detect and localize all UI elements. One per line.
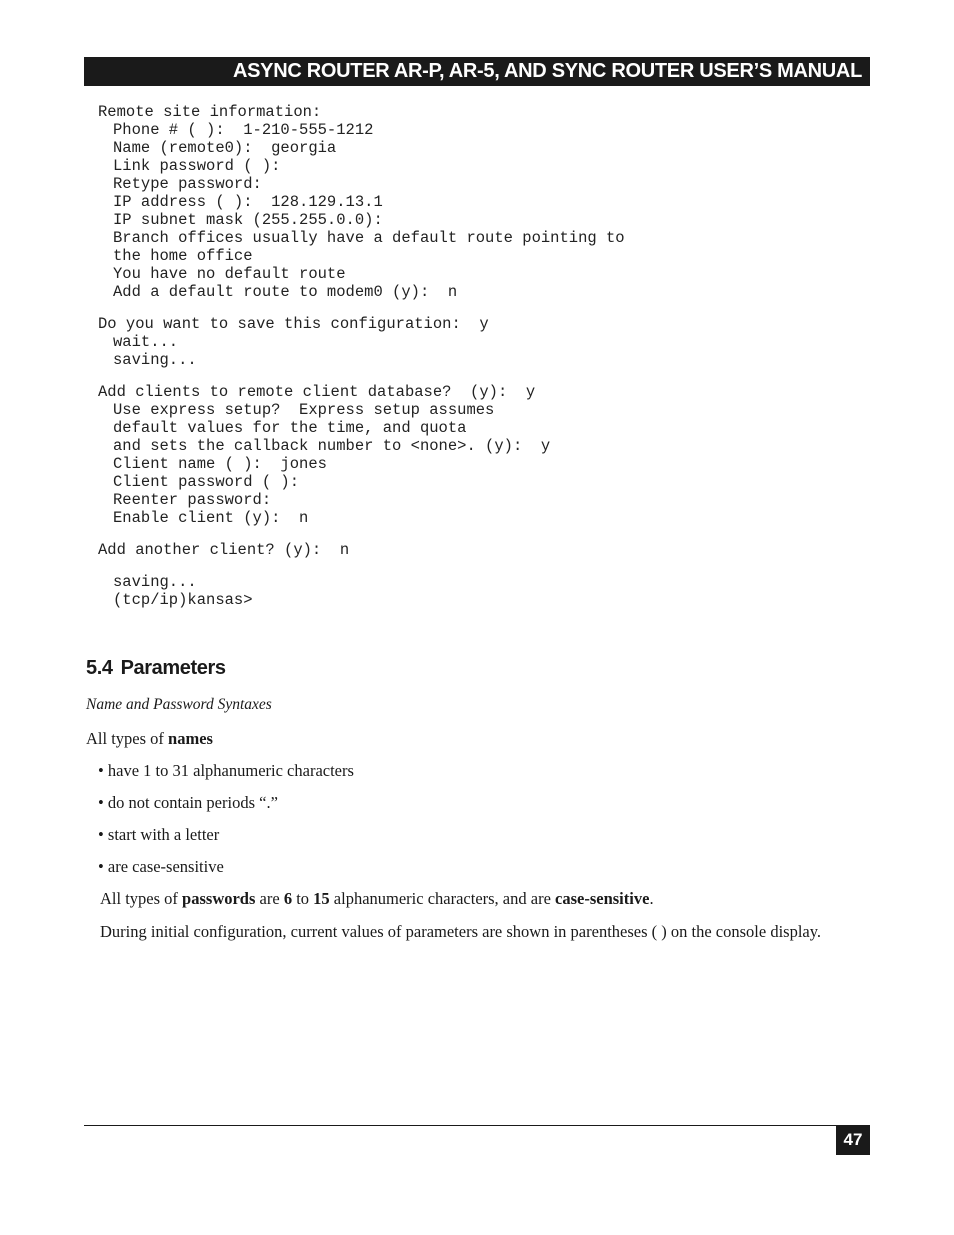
console-line: default values for the time, and quota — [113, 419, 467, 437]
manual-title: ASYNC ROUTER AR-P, AR-5, AND SYNC ROUTER USER’S MANUAL — [232, 60, 862, 82]
console-line: Reenter password: — [113, 491, 272, 509]
bullet-item: • start with a letter — [98, 825, 220, 844]
console-block — [98, 541, 625, 559]
console-line: saving... — [113, 573, 197, 591]
console-line: Phone # ( ): 1-210-555-1212 — [113, 121, 374, 139]
text: All types of — [100, 889, 183, 908]
console-block — [98, 315, 625, 369]
section-title: Parameters — [120, 657, 226, 679]
console-display-paragraph: During initial configuration, current values of parameters are shown in parentheses ( ) on the console display. — [100, 922, 822, 941]
bullet-item: • are case-sensitive — [98, 857, 224, 876]
console-line: Use express setup? Express setup assumes — [113, 401, 495, 419]
console-line: IP subnet mask (255.255.0.0): — [113, 211, 383, 229]
console-line: wait... — [113, 333, 179, 351]
console-line: saving... — [113, 351, 197, 369]
console-block — [98, 103, 625, 301]
console-line: Client name ( ): jones — [113, 455, 327, 473]
console-line: Client password ( ): — [113, 473, 300, 491]
bullet-item: • have 1 to 31 alphanumeric characters — [98, 761, 354, 780]
text: . — [649, 889, 654, 908]
section-number: 5.4 — [86, 657, 113, 679]
section-heading — [86, 657, 226, 680]
console-line: Enable client (y): n — [113, 509, 309, 527]
bold-text: case-sensitive — [555, 889, 650, 908]
bold-text: passwords — [182, 889, 256, 908]
console-line: Link password ( ): — [113, 157, 281, 175]
console-line: IP address ( ): 128.129.13.1 — [113, 193, 383, 211]
console-line: Retype password: — [113, 175, 262, 193]
console-block — [98, 573, 625, 609]
subheading: Name and Password Syntaxes — [86, 696, 272, 713]
console-line: Branch offices usually have a default route pointing to — [113, 229, 625, 247]
passwords-rule — [100, 889, 654, 909]
console-line: and sets the callback number to <none>. (y): y — [113, 437, 551, 455]
intro-text: All types of — [86, 729, 169, 748]
manual-title-bar — [84, 57, 870, 86]
console-line: Do you want to save this configuration: y — [98, 315, 489, 333]
console-line: Remote site information: — [98, 103, 322, 121]
console-line: Add a default route to modem0 (y): n — [113, 283, 458, 301]
bold-text: 6 — [283, 889, 293, 908]
console-line: Add clients to remote client database? (y): y — [98, 383, 536, 401]
console-line: the home office — [113, 247, 253, 265]
console-line: (tcp/ip)kansas> — [113, 591, 253, 609]
intro-bold: names — [168, 729, 213, 748]
text: to — [292, 889, 314, 908]
console-line: Name (remote0): georgia — [113, 139, 337, 157]
page-number: 47 — [836, 1125, 870, 1155]
bullet-item: • do not contain periods “.” — [98, 793, 278, 812]
text: alphanumeric characters, and are — [329, 889, 556, 908]
console-block — [98, 383, 625, 527]
console-line: You have no default route — [113, 265, 346, 283]
footer-rule — [84, 1125, 870, 1126]
console-line: Add another client? (y): n — [98, 541, 350, 559]
names-intro — [86, 729, 213, 749]
bold-text: 15 — [313, 889, 330, 908]
text: are — [255, 889, 284, 908]
console-transcript — [98, 103, 625, 623]
